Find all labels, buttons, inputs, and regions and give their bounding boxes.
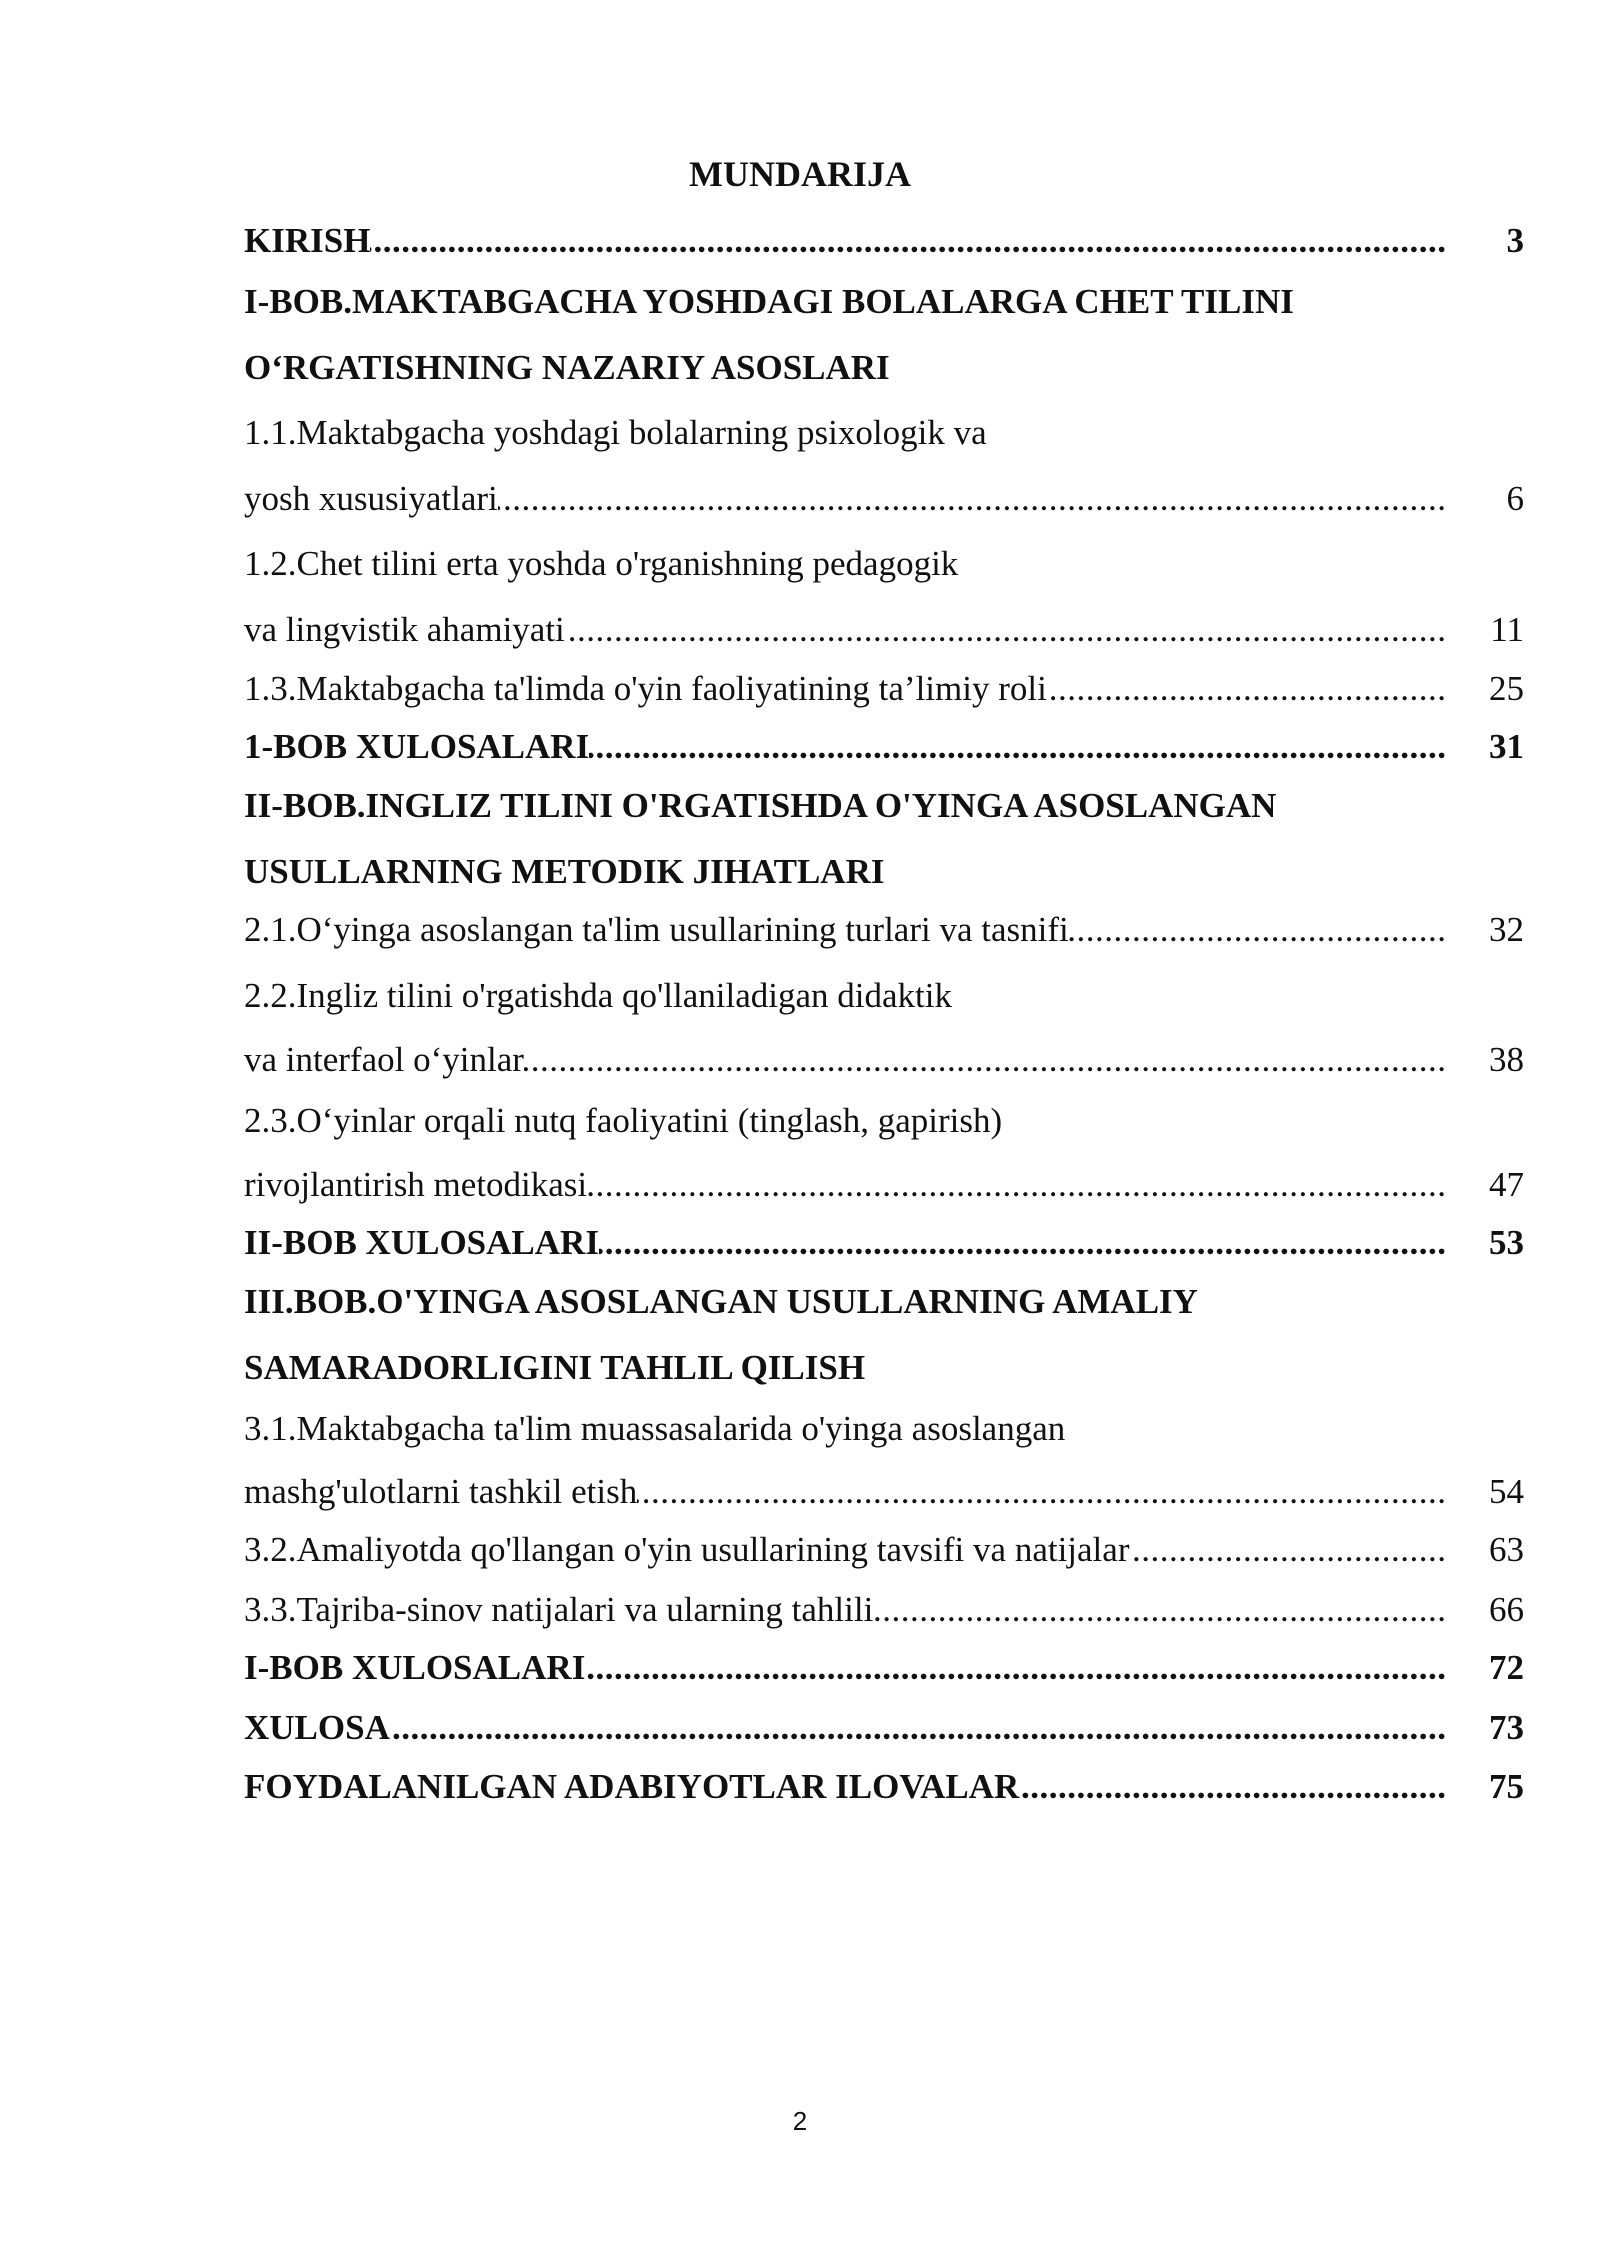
toc-entry[interactable] <box>244 605 1524 655</box>
toc-entry[interactable] <box>244 781 1524 831</box>
toc-entry-title: rivojlantirish metodikasi <box>244 1165 588 1204</box>
toc-entry-title: 2.1.O‘yinga asoslangan ta'lim usullarining turlari va tasnifi <box>244 910 1069 949</box>
toc-entry[interactable] <box>244 277 1524 327</box>
toc-entry[interactable] <box>244 722 1524 772</box>
toc-title: MUNDARIJA <box>689 154 911 194</box>
toc-entry[interactable] <box>244 971 1524 1021</box>
toc-entry-page: 72 <box>1489 1648 1524 1687</box>
toc-entry-title: 1.3.Maktabgacha ta'limda o'yin faoliyatining ta’limiy roli <box>244 669 1047 708</box>
toc-entry-page: 63 <box>1489 1530 1524 1569</box>
toc-entry-title: II-BOB XULOSALARI <box>244 1223 599 1262</box>
toc-entry-title: 2.3.O‘yinlar orqali nutq faoliyatini (tinglash, gapirish) <box>244 1101 1003 1140</box>
toc-entry-title: 3.2.Amaliyotda qo'llangan o'yin usullarining tavsifi va natijalar <box>244 1530 1130 1569</box>
toc-entry-page: 53 <box>1489 1223 1524 1262</box>
toc-entry[interactable] <box>244 216 1524 266</box>
toc-entry[interactable] <box>244 1096 1524 1146</box>
toc-entry-page: 66 <box>1489 1590 1524 1629</box>
toc-entry-title: mashg'ulotlarni tashkil etish <box>244 1472 638 1511</box>
toc-entry-title: I-BOB.MAKTABGACHA YOSHDAGI BOLALARGA CHET TILINI <box>244 282 1294 321</box>
toc-entry[interactable] <box>244 1404 1524 1454</box>
toc-entry[interactable] <box>244 408 1524 458</box>
toc-entry[interactable] <box>244 343 1524 393</box>
toc-entry[interactable] <box>244 1277 1524 1327</box>
toc-entry-title: va lingvistik ahamiyati <box>244 610 565 649</box>
toc-entry-title: 1.2.Chet tilini erta yoshda o'rganishning pedagogik <box>244 544 959 583</box>
toc-entry[interactable] <box>244 1343 1524 1393</box>
toc-entry-page: 73 <box>1489 1708 1524 1747</box>
toc-entry-title: USULLARNING METODIK JIHATLARI <box>244 852 885 891</box>
toc-entry-title: I-BOB XULOSALARI <box>244 1648 586 1687</box>
toc-entry[interactable] <box>244 539 1524 589</box>
toc-entry[interactable] <box>244 474 1524 524</box>
toc-entry[interactable] <box>244 1035 1524 1085</box>
toc-entry[interactable] <box>244 1160 1524 1210</box>
toc-entry-title: 1-BOB XULOSALARI <box>244 727 590 766</box>
toc-entry[interactable] <box>244 1467 1524 1517</box>
toc-entry-title: FOYDALANILGAN ADABIYOTLAR ILOVALAR <box>244 1767 1020 1806</box>
toc-entry-title: 2.2.Ingliz tilini o'rgatishda qo'llaniladigan didaktik <box>244 976 952 1015</box>
toc-entry-page: 54 <box>1489 1472 1524 1511</box>
toc-entry-page: 75 <box>1489 1767 1524 1806</box>
toc-entry-page: 3 <box>1506 221 1524 260</box>
toc-entry-page: 11 <box>1490 610 1524 649</box>
toc-entry-title: XULOSA <box>244 1708 390 1747</box>
toc-entry-page: 38 <box>1489 1040 1524 1079</box>
toc-entry-page: 32 <box>1489 910 1524 949</box>
toc-entry-title: II-BOB.INGLIZ TILINI O'RGATISHDA O'YINGA ASOSLANGAN <box>244 786 1277 825</box>
toc-entry[interactable] <box>244 905 1524 955</box>
toc-entry-title: 1.1.Maktabgacha yoshdagi bolalarning psixologik va <box>244 413 987 452</box>
toc-entry[interactable] <box>244 1703 1524 1753</box>
toc-entry-title: 3.1.Maktabgacha ta'lim muassasalarida o'yinga asoslangan <box>244 1409 1066 1448</box>
toc-entry-title: O‘RGATISHNING NAZARIY ASOSLARI <box>244 348 890 387</box>
toc-entry-title: SAMARADORLIGINI TAHLIL QILISH <box>244 1348 866 1387</box>
toc-entry[interactable] <box>244 1762 1524 1812</box>
toc-entry[interactable] <box>244 847 1524 897</box>
toc-entry-title: KIRISH <box>244 221 371 260</box>
toc-entry-page: 31 <box>1489 727 1524 766</box>
page-number: 2 <box>792 2106 808 2136</box>
toc-entry[interactable] <box>244 1643 1524 1693</box>
toc-entry[interactable] <box>244 1218 1524 1268</box>
toc-entry[interactable] <box>244 664 1524 714</box>
toc-entry-page: 6 <box>1506 479 1524 518</box>
toc-entry-title: va interfaol o‘yinlar <box>244 1040 524 1079</box>
toc-entry-page: 47 <box>1489 1165 1524 1204</box>
toc-entry-title: yosh xususiyatlari <box>244 479 498 518</box>
toc-entry-page: 25 <box>1489 669 1524 708</box>
toc-entry-title: 3.3.Tajriba-sinov natijalari va ularning tahlili <box>244 1590 874 1629</box>
toc-entry[interactable] <box>244 1585 1524 1635</box>
toc-entry-title: III.BOB.O'YINGA ASOSLANGAN USULLARNING AMALIY <box>244 1282 1198 1321</box>
toc-entry[interactable] <box>244 1525 1524 1575</box>
